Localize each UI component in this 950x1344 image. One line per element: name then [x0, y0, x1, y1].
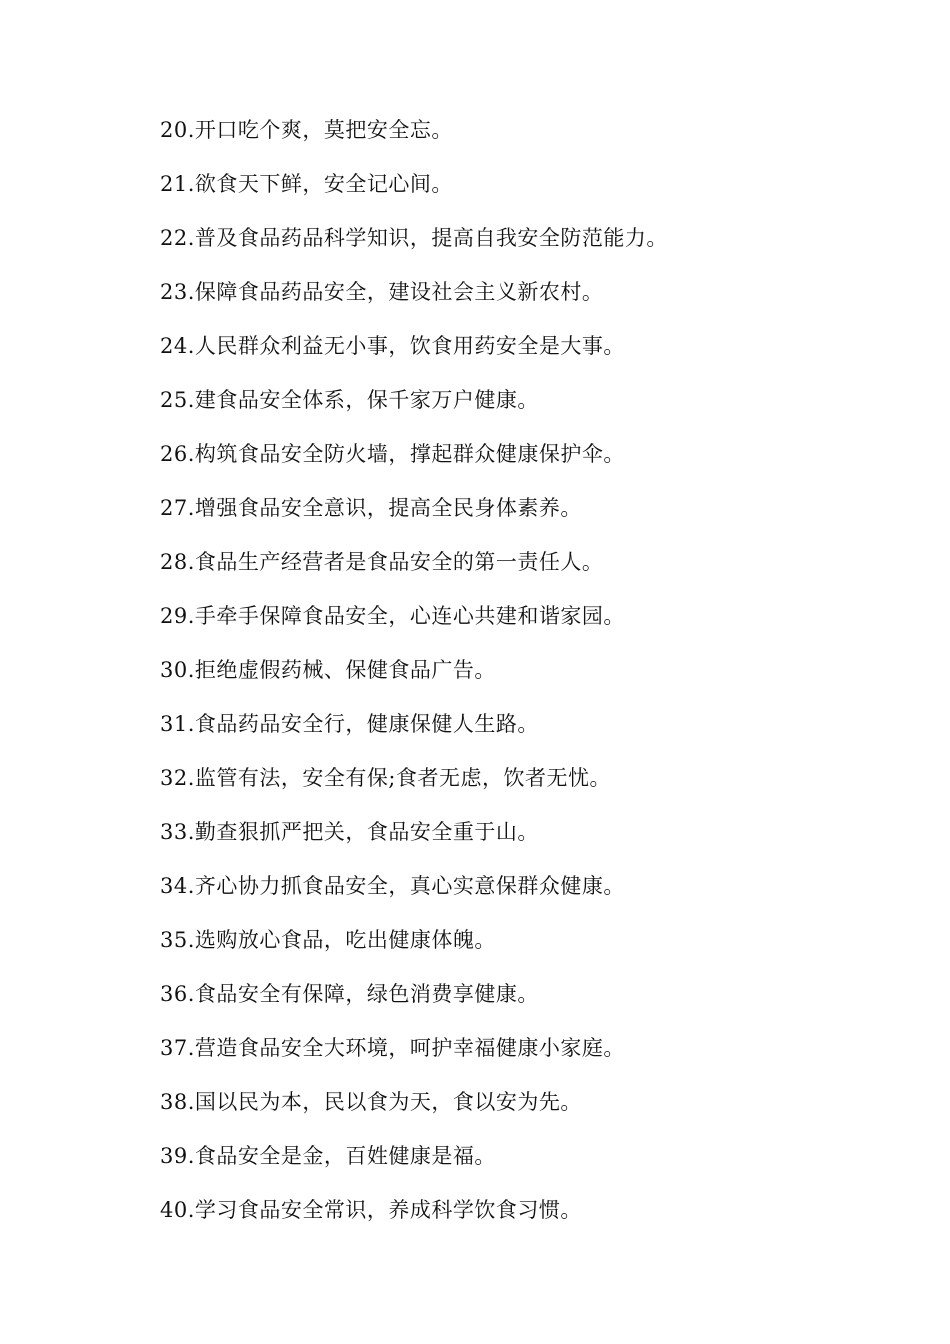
slogan-item: 30.拒绝虚假药械、保健食品广告。	[160, 658, 496, 682]
slogan-item: 27.增强食品安全意识，提高全民身体素养。	[160, 496, 582, 520]
slogan-item: 40.学习食品安全常识，养成科学饮食习惯。	[160, 1198, 582, 1222]
slogan-item: 20.开口吃个爽，莫把安全忘。	[160, 118, 453, 142]
slogan-item: 37.营造食品安全大环境，呵护幸福健康小家庭。	[160, 1036, 625, 1060]
slogan-list	[160, 112, 668, 1246]
slogan-item: 21.欲食天下鲜，安全记心间。	[160, 172, 453, 196]
slogan-item: 36.食品安全有保障，绿色消费享健康。	[160, 982, 539, 1006]
slogan-item: 34.齐心协力抓食品安全，真心实意保群众健康。	[160, 874, 625, 898]
slogan-item: 22.普及食品药品科学知识，提高自我安全防范能力。	[160, 226, 668, 250]
slogan-item: 23.保障食品药品安全，建设社会主义新农村。	[160, 280, 604, 304]
slogan-item: 38.国以民为本，民以食为天，食以安为先。	[160, 1090, 582, 1114]
slogan-item: 24.人民群众利益无小事，饮食用药安全是大事。	[160, 334, 625, 358]
slogan-item: 31.食品药品安全行，健康保健人生路。	[160, 712, 539, 736]
slogan-item: 32.监管有法，安全有保;食者无虑，饮者无忧。	[160, 766, 611, 790]
slogan-item: 26.构筑食品安全防火墙，撑起群众健康保护伞。	[160, 442, 625, 466]
slogan-item: 33.勤查狠抓严把关，食品安全重于山。	[160, 820, 539, 844]
slogan-item: 39.食品安全是金，百姓健康是福。	[160, 1144, 496, 1168]
slogan-item: 35.选购放心食品，吃出健康体魄。	[160, 928, 496, 952]
slogan-item: 28.食品生产经营者是食品安全的第一责任人。	[160, 550, 604, 574]
slogan-item: 29.手牵手保障食品安全，心连心共建和谐家园。	[160, 604, 625, 628]
slogan-item: 25.建食品安全体系，保千家万户健康。	[160, 388, 539, 412]
